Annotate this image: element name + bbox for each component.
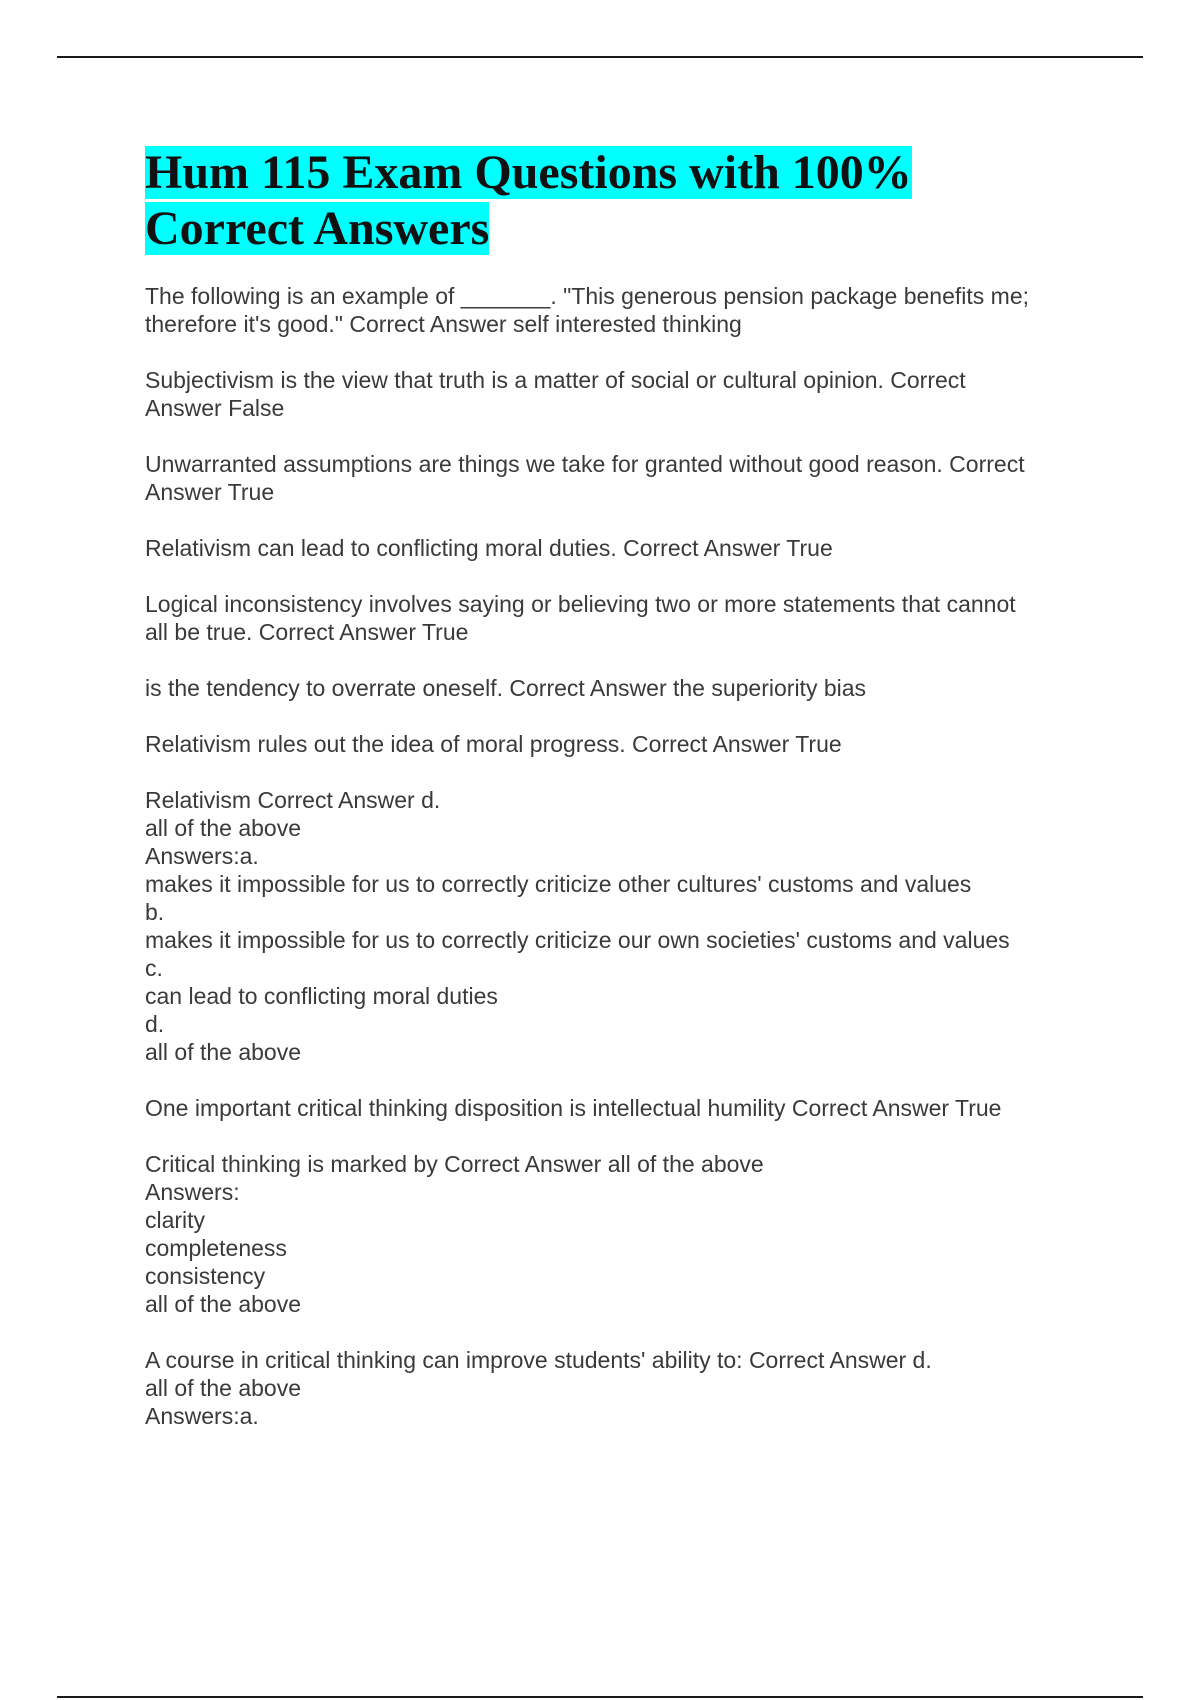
question-line: all of the above bbox=[145, 1291, 302, 1317]
question-entry bbox=[145, 730, 1085, 758]
question-line: Answers:a. bbox=[145, 843, 259, 869]
question-line: The following is an example of _______. "This generous pension package benefits me; bbox=[145, 283, 1029, 309]
document-title bbox=[145, 145, 1085, 257]
question-line: Relativism rules out the idea of moral progress. Correct Answer True bbox=[145, 731, 842, 757]
question-entry bbox=[145, 674, 1085, 702]
question-line: Answers: bbox=[145, 1179, 240, 1205]
question-line: A course in critical thinking can improve students' ability to: Correct Answer d. bbox=[145, 1347, 932, 1373]
question-line: Answer True bbox=[145, 479, 275, 505]
question-entry bbox=[145, 450, 1085, 506]
question-list bbox=[145, 282, 1085, 1430]
question-entry bbox=[145, 786, 1085, 1066]
document-page bbox=[145, 145, 1085, 1458]
question-line: Answer False bbox=[145, 395, 285, 421]
question-line: all be true. Correct Answer True bbox=[145, 619, 469, 645]
question-line: One important critical thinking disposition is intellectual humility Correct Answer True bbox=[145, 1095, 1002, 1121]
title-line-2: Correct Answers bbox=[145, 202, 490, 255]
question-line: completeness bbox=[145, 1235, 287, 1261]
question-line: Answers:a. bbox=[145, 1403, 259, 1429]
question-line: all of the above bbox=[145, 815, 302, 841]
footer-rule bbox=[57, 1696, 1143, 1698]
question-line: all of the above bbox=[145, 1375, 302, 1401]
question-entry bbox=[145, 1094, 1085, 1122]
question-line: Subjectivism is the view that truth is a matter of social or cultural opinion. Correct bbox=[145, 367, 966, 393]
title-line-1: Hum 115 Exam Questions with 100% bbox=[145, 146, 912, 199]
question-entry bbox=[145, 590, 1085, 646]
question-line: Unwarranted assumptions are things we take for granted without good reason. Correct bbox=[145, 451, 1025, 477]
header-rule bbox=[57, 56, 1143, 58]
question-entry bbox=[145, 366, 1085, 422]
question-entry bbox=[145, 1346, 1085, 1430]
question-entry bbox=[145, 1150, 1085, 1318]
question-line: is the tendency to overrate oneself. Correct Answer the superiority bias bbox=[145, 675, 867, 701]
question-line: Relativism can lead to conflicting moral duties. Correct Answer True bbox=[145, 535, 833, 561]
question-line: all of the above bbox=[145, 1039, 302, 1065]
question-line: c. bbox=[145, 955, 163, 981]
question-line: clarity bbox=[145, 1207, 206, 1233]
question-line: Relativism Correct Answer d. bbox=[145, 787, 441, 813]
question-line: Critical thinking is marked by Correct Answer all of the above bbox=[145, 1151, 764, 1177]
question-line: Logical inconsistency involves saying or believing two or more statements that cannot bbox=[145, 591, 1016, 617]
question-line: therefore it's good." Correct Answer self interested thinking bbox=[145, 311, 742, 337]
question-line: d. bbox=[145, 1011, 165, 1037]
question-line: consistency bbox=[145, 1263, 266, 1289]
question-line: makes it impossible for us to correctly criticize our own societies' customs and values bbox=[145, 927, 1010, 953]
question-line: can lead to conflicting moral duties bbox=[145, 983, 498, 1009]
question-entry bbox=[145, 282, 1085, 338]
question-entry bbox=[145, 534, 1085, 562]
question-line: b. bbox=[145, 899, 165, 925]
question-line: makes it impossible for us to correctly criticize other cultures' customs and values bbox=[145, 871, 972, 897]
